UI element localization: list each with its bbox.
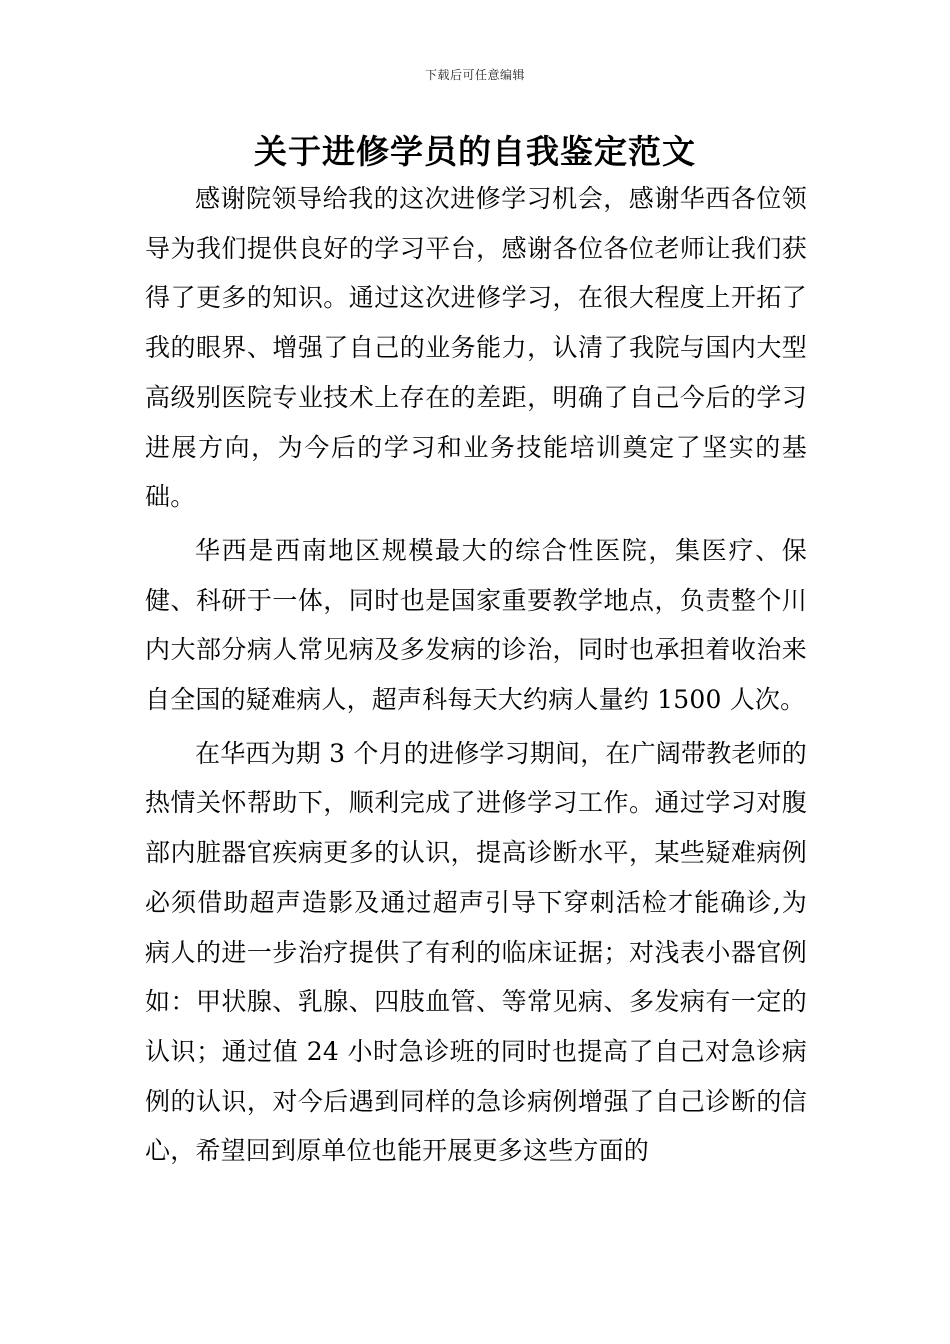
paragraph-2: 华西是西南地区规模最大的综合性医院，集医疗、保健、科研于一体，同时也是国家重要教学地点，负责整个川内大部分病人常见病及多发病的诊治，同时也承担着收治来自全国的疑难病人，超声科每天大约病人量约 1500 人次。 bbox=[145, 535, 807, 715]
header-note: 下载后可任意编辑 bbox=[424, 68, 525, 82]
paragraph-1: 感谢院领导给我的这次进修学习机会，感谢华西各位领导为我们提供良好的学习平台，感谢各位各位老师让我们获得了更多的知识。通过这次进修学习，在很大程度上开拓了我的眼界、增强了自己的业务能力，认清了我院与国内大型高级别医院专业技术上存在的差距，明确了自己今后的学习进展方向，为今后的学习和业务技能培训奠定了坚实的基础。 bbox=[145, 184, 807, 512]
document-body bbox=[145, 174, 807, 1176]
paragraph-3: 在华西为期 3 个月的进修学习期间，在广阔带教老师的热情关怀帮助下，顺利完成了进修学习工作。通过学习对腹部内脏器官疾病更多的认识，提高诊断水平，某些疑难病例必须借助超声造影及通过超声引导下穿刺活检才能确诊,为病人的进一步治疗提供了有利的临床证据；对浅表小器官例如：甲状腺、乳腺、四肢血管、等常见病、多发病有一定的认识；通过值 24 小时急诊班的同时也提高了自己对急诊病例的认识，对今后遇到同样的急诊病例增强了自己诊断的信心，希望回到原单位也能开展更多这些方面的 bbox=[145, 738, 808, 1166]
document-title: 关于进修学员的自我鉴定范文 bbox=[254, 132, 696, 171]
